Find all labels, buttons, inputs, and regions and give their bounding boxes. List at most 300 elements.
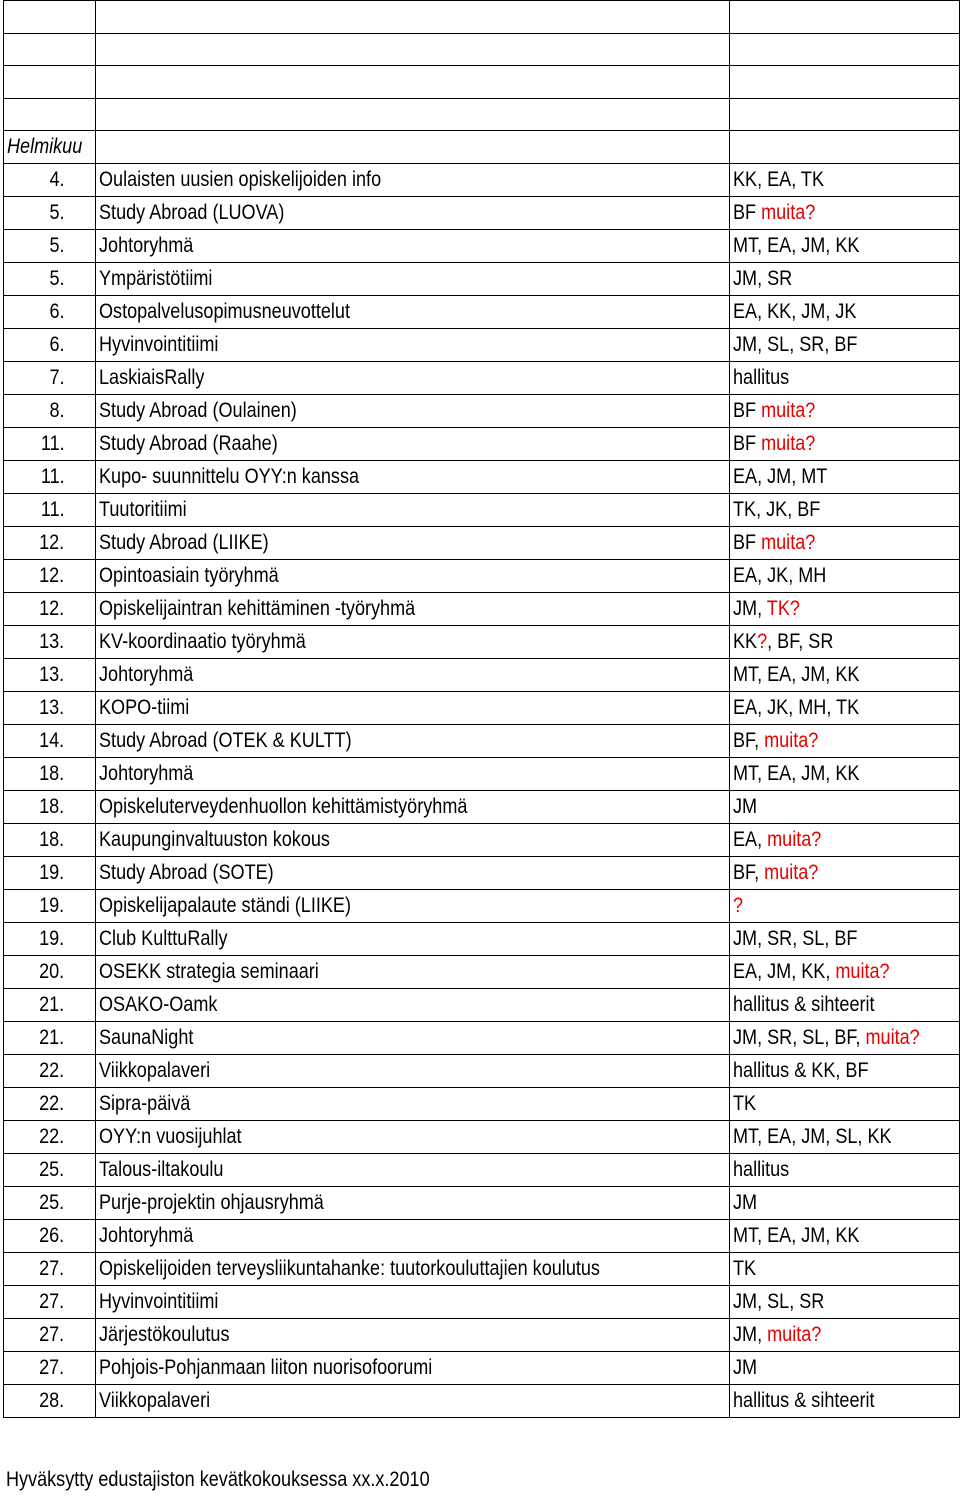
day: 27.	[39, 1257, 65, 1280]
participants-cell	[730, 791, 960, 824]
participants	[733, 1154, 789, 1186]
participants-cell	[730, 395, 960, 428]
participants	[733, 560, 826, 592]
participants-text: MT, EA, JM, KK	[733, 762, 860, 785]
participants-cell	[730, 461, 960, 494]
participants-text: JM	[733, 1356, 758, 1379]
event-name: Club KulttuRally	[98, 927, 228, 950]
participants	[733, 1055, 869, 1087]
day-cell	[4, 494, 96, 527]
table-row	[4, 296, 960, 329]
day: 19.	[39, 927, 65, 950]
table-row	[4, 1187, 960, 1220]
participants	[733, 494, 820, 526]
event-cell	[95, 230, 730, 263]
participants-cell	[730, 1253, 960, 1286]
event-cell	[95, 362, 730, 395]
participants	[733, 725, 818, 757]
day: 13.	[39, 696, 65, 719]
event-cell	[95, 527, 730, 560]
day-cell	[4, 593, 96, 626]
table-row	[4, 1253, 960, 1286]
participants-cell	[730, 890, 960, 923]
table-row	[4, 626, 960, 659]
participants-cell	[730, 329, 960, 362]
event-name: Kaupunginvaltuuston kokous	[98, 828, 330, 851]
participants-cell	[730, 989, 960, 1022]
participants-cell	[730, 725, 960, 758]
event-name: Oulaisten uusien opiskelijoiden info	[98, 168, 381, 191]
participants	[733, 758, 859, 790]
event-cell	[95, 329, 730, 362]
event-name: Tuutoritiimi	[98, 498, 187, 521]
day: 11.	[40, 465, 65, 488]
day-cell	[4, 758, 96, 791]
event-cell	[95, 395, 730, 428]
event-name: Opiskeluterveydenhuollon kehittämistyöryhmä	[98, 795, 467, 818]
participants-text: hallitus & sihteerit	[733, 993, 875, 1016]
month-row	[4, 131, 960, 164]
event-name: Study Abroad (LUOVA)	[98, 201, 284, 224]
day: 27.	[39, 1323, 65, 1346]
cell	[95, 1, 730, 34]
table-row	[4, 1022, 960, 1055]
day: 25.	[39, 1158, 65, 1181]
participants-text: hallitus & KK, BF	[733, 1059, 869, 1082]
day-cell	[4, 725, 96, 758]
participants-uncertain: muita?	[761, 399, 816, 422]
participants-uncertain: TK?	[766, 597, 800, 620]
empty-row	[4, 1, 960, 34]
table-row	[4, 824, 960, 857]
table-row	[4, 1154, 960, 1187]
participants-text: TK	[733, 1092, 757, 1115]
event-cell	[95, 692, 730, 725]
day-cell	[4, 461, 96, 494]
day-cell	[4, 164, 96, 197]
participants-cell	[730, 692, 960, 725]
table-row	[4, 1319, 960, 1352]
cell	[4, 33, 96, 66]
participants	[733, 1022, 920, 1054]
participants-text: BF,	[733, 861, 765, 884]
participants-cell	[730, 824, 960, 857]
cell	[95, 33, 730, 66]
participants-text: EA,	[733, 828, 768, 851]
table-row	[4, 1088, 960, 1121]
participants-text: hallitus	[733, 366, 790, 389]
event-name: Viikkopalaveri	[98, 1059, 210, 1082]
table-row	[4, 1121, 960, 1154]
cell	[730, 33, 960, 66]
participants	[733, 1385, 875, 1417]
day: 13.	[39, 663, 65, 686]
event-cell	[95, 164, 730, 197]
table-row	[4, 857, 960, 890]
participants-text: TK, JK, BF	[733, 498, 821, 521]
event-name: Study Abroad (SOTE)	[98, 861, 274, 884]
participants	[733, 956, 890, 988]
event-name: Johtoryhmä	[98, 663, 193, 686]
participants	[733, 824, 821, 856]
participants-cell	[730, 197, 960, 230]
event-cell	[95, 758, 730, 791]
participants-uncertain: ?	[733, 894, 744, 917]
day-cell	[4, 1022, 96, 1055]
event-name: Johtoryhmä	[98, 234, 193, 257]
participants-cell	[730, 494, 960, 527]
table-row	[4, 197, 960, 230]
participants-cell	[730, 362, 960, 395]
day: 11.	[40, 432, 65, 455]
event-cell	[95, 1088, 730, 1121]
table-row	[4, 560, 960, 593]
day-cell	[4, 1385, 96, 1418]
event-cell	[95, 1220, 730, 1253]
day-cell	[4, 824, 96, 857]
participants-cell	[730, 230, 960, 263]
participants-text: TK	[733, 1257, 757, 1280]
day-cell	[4, 989, 96, 1022]
participants	[733, 1121, 892, 1153]
table-row	[4, 791, 960, 824]
event-cell	[95, 956, 730, 989]
day: 5.	[49, 267, 65, 290]
participants-cell	[730, 1055, 960, 1088]
day: 14.	[39, 729, 65, 752]
participants-cell	[730, 1121, 960, 1154]
event-name: Hyvinvointitiimi	[98, 333, 218, 356]
participants	[733, 791, 757, 823]
event-name: Ostopalvelusopimusneuvottelut	[98, 300, 350, 323]
participants-uncertain: muita?	[835, 960, 890, 983]
table-row	[4, 725, 960, 758]
participants-uncertain: muita?	[767, 1323, 822, 1346]
day-cell	[4, 626, 96, 659]
participants-text: BF	[733, 432, 762, 455]
participants-cell	[730, 263, 960, 296]
day: 27.	[39, 1356, 65, 1379]
participants	[733, 1253, 756, 1285]
participants	[733, 1286, 824, 1318]
table-row	[4, 164, 960, 197]
cell	[730, 98, 960, 131]
cell	[95, 66, 730, 99]
event-name: Viikkopalaveri	[98, 1389, 210, 1412]
day: 12.	[39, 597, 65, 620]
day: 22.	[39, 1125, 65, 1148]
event-cell	[95, 1319, 730, 1352]
day-cell	[4, 1319, 96, 1352]
day-cell	[4, 527, 96, 560]
participants-cell	[730, 1088, 960, 1121]
participants-text: BF,	[733, 729, 765, 752]
participants	[733, 923, 857, 955]
event-name: Järjestökoulutus	[98, 1323, 230, 1346]
day: 28.	[39, 1389, 65, 1412]
table-row	[4, 593, 960, 626]
day-cell	[4, 296, 96, 329]
day-cell	[4, 230, 96, 263]
participants	[733, 626, 833, 658]
participants	[733, 296, 856, 328]
participants	[733, 428, 815, 460]
participants-uncertain: muita?	[761, 531, 816, 554]
footer-note: Hyväksytty edustajiston kevätkokouksessa xx.x.2010	[6, 1468, 430, 1491]
participants-text: BF	[733, 201, 762, 224]
table-row	[4, 1055, 960, 1088]
event-cell	[95, 791, 730, 824]
cell	[730, 131, 960, 164]
day: 21.	[39, 1026, 65, 1049]
participants-text: EA, JK, MH	[733, 564, 827, 587]
participants-text: JM	[733, 795, 758, 818]
table-row	[4, 758, 960, 791]
event-cell	[95, 593, 730, 626]
participants-cell	[730, 560, 960, 593]
participants-text: JM	[733, 1191, 758, 1214]
participants-text: BF	[733, 531, 762, 554]
participants-cell	[730, 428, 960, 461]
day-cell	[4, 362, 96, 395]
event-cell	[95, 725, 730, 758]
participants-text: EA, JM, KK,	[733, 960, 836, 983]
day-cell	[4, 890, 96, 923]
participants-cell	[730, 1286, 960, 1319]
table-row	[4, 230, 960, 263]
event-cell	[95, 659, 730, 692]
event-cell	[95, 1286, 730, 1319]
day-cell	[4, 560, 96, 593]
empty-row	[4, 98, 960, 131]
participants-text: BF	[733, 399, 762, 422]
event-name: OYY:n vuosijuhlat	[98, 1125, 242, 1148]
event-name: KV-koordinaatio työryhmä	[98, 630, 306, 653]
table-row	[4, 923, 960, 956]
empty-row	[4, 66, 960, 99]
month-label-cell	[4, 131, 96, 164]
participants	[733, 527, 815, 559]
day-cell	[4, 1154, 96, 1187]
cell	[730, 1, 960, 34]
participants	[733, 164, 824, 196]
day-cell	[4, 1352, 96, 1385]
participants	[733, 461, 827, 493]
event-name: Study Abroad (Raahe)	[98, 432, 278, 455]
participants-text: MT, EA, JM, SL, KK	[733, 1125, 892, 1148]
event-name: Opiskelijoiden terveysliikuntahanke: tuutorkouluttajien koulutus	[98, 1257, 600, 1280]
event-name: OSAKO-Oamk	[98, 993, 217, 1016]
day: 20.	[39, 960, 65, 983]
participants	[733, 1319, 821, 1351]
participants-cell	[730, 296, 960, 329]
table-row	[4, 1220, 960, 1253]
participants-text: hallitus	[733, 1158, 790, 1181]
participants-cell	[730, 659, 960, 692]
event-name: Opiskelijaintran kehittäminen -työryhmä	[98, 597, 415, 620]
day-cell	[4, 1286, 96, 1319]
event-name: Study Abroad (LIIKE)	[98, 531, 269, 554]
participants-uncertain: muita?	[764, 729, 819, 752]
day-cell	[4, 263, 96, 296]
event-name: Talous-iltakoulu	[98, 1158, 224, 1181]
event-cell	[95, 1352, 730, 1385]
event-cell	[95, 428, 730, 461]
participants	[733, 1088, 756, 1120]
day: 6.	[49, 333, 65, 356]
day-cell	[4, 428, 96, 461]
participants-cell	[730, 527, 960, 560]
event-name: LaskiaisRally	[98, 366, 204, 389]
table-row	[4, 494, 960, 527]
event-cell	[95, 824, 730, 857]
participants	[733, 857, 818, 889]
participants-cell	[730, 956, 960, 989]
event-cell	[95, 890, 730, 923]
event-cell	[95, 1055, 730, 1088]
participants	[733, 197, 815, 229]
day: 19.	[39, 861, 65, 884]
participants-cell	[730, 1187, 960, 1220]
event-cell	[95, 197, 730, 230]
day-cell	[4, 659, 96, 692]
participants-cell	[730, 1352, 960, 1385]
participants	[733, 263, 792, 295]
participants-cell	[730, 1385, 960, 1418]
event-name: Pohjois-Pohjanmaan liiton nuorisofoorumi	[98, 1356, 432, 1379]
cell	[95, 98, 730, 131]
cell	[4, 66, 96, 99]
day: 26.	[39, 1224, 65, 1247]
event-cell	[95, 296, 730, 329]
table-row	[4, 1385, 960, 1418]
event-cell	[95, 494, 730, 527]
participants-uncertain: ?	[757, 630, 768, 653]
participants	[733, 659, 859, 691]
event-name: SaunaNight	[98, 1026, 193, 1049]
cell	[4, 98, 96, 131]
empty-row	[4, 33, 960, 66]
event-name: Study Abroad (OTEK & KULTT)	[98, 729, 352, 752]
event-cell	[95, 923, 730, 956]
day-cell	[4, 1220, 96, 1253]
event-name: Johtoryhmä	[98, 1224, 193, 1247]
event-cell	[95, 461, 730, 494]
table-row	[4, 1352, 960, 1385]
participants	[733, 230, 859, 262]
day: 22.	[39, 1092, 65, 1115]
participants-cell	[730, 758, 960, 791]
participants-text: JM, SR	[733, 267, 793, 290]
month-label: Helmikuu	[7, 135, 83, 158]
day: 7.	[49, 366, 65, 389]
table-row	[4, 362, 960, 395]
table-row	[4, 989, 960, 1022]
participants-text: MT, EA, JM, KK	[733, 663, 860, 686]
participants-text: JM, SR, SL, BF	[733, 927, 858, 950]
table-row	[4, 461, 960, 494]
cell	[95, 131, 730, 164]
participants-cell	[730, 1220, 960, 1253]
participants	[733, 1187, 757, 1219]
event-cell	[95, 626, 730, 659]
participants	[733, 362, 789, 394]
event-name: KOPO-tiimi	[98, 696, 189, 719]
day: 18.	[39, 828, 65, 851]
schedule-table	[3, 0, 960, 1418]
table-row	[4, 428, 960, 461]
event-cell	[95, 857, 730, 890]
participants-cell	[730, 164, 960, 197]
participants-uncertain: muita?	[865, 1026, 920, 1049]
day-cell	[4, 1187, 96, 1220]
participants-text: JM, SL, SR, BF	[733, 333, 858, 356]
participants-cell	[730, 923, 960, 956]
day: 18.	[39, 762, 65, 785]
participants-cell	[730, 1022, 960, 1055]
participants-uncertain: muita?	[764, 861, 819, 884]
participants-text: MT, EA, JM, KK	[733, 1224, 860, 1247]
day: 6.	[49, 300, 65, 323]
participants-text: MT, EA, JM, KK	[733, 234, 860, 257]
day: 8.	[49, 399, 65, 422]
participants-text: EA, JM, MT	[733, 465, 828, 488]
participants-text: KK	[733, 630, 758, 653]
day-cell	[4, 692, 96, 725]
day-cell	[4, 329, 96, 362]
event-cell	[95, 1187, 730, 1220]
participants-uncertain: muita?	[767, 828, 822, 851]
event-cell	[95, 263, 730, 296]
day-cell	[4, 1253, 96, 1286]
participants-text: JM, SL, SR	[733, 1290, 825, 1313]
day-cell	[4, 923, 96, 956]
participants-text: hallitus & sihteerit	[733, 1389, 875, 1412]
cell	[730, 66, 960, 99]
event-cell	[95, 560, 730, 593]
participants-text: JM,	[733, 1323, 768, 1346]
day: 19.	[39, 894, 65, 917]
day-cell	[4, 791, 96, 824]
participants-text: EA, JK, MH, TK	[733, 696, 860, 719]
participants-text: JM,	[733, 597, 767, 620]
table-row	[4, 1286, 960, 1319]
day-cell	[4, 197, 96, 230]
day: 22.	[39, 1059, 65, 1082]
event-name: Study Abroad (Oulainen)	[98, 399, 297, 422]
event-cell	[95, 1253, 730, 1286]
participants-uncertain: muita?	[761, 432, 816, 455]
day: 13.	[39, 630, 65, 653]
participants	[733, 989, 875, 1021]
participants-cell	[730, 1154, 960, 1187]
participants	[733, 593, 800, 625]
event-name: Opiskelijapalaute ständi (LIIKE)	[98, 894, 351, 917]
table-row	[4, 329, 960, 362]
participants	[733, 692, 859, 724]
table-row	[4, 263, 960, 296]
participants-cell	[730, 1319, 960, 1352]
participants-text: EA, KK, JM, JK	[733, 300, 857, 323]
participants-cell	[730, 626, 960, 659]
day-cell	[4, 956, 96, 989]
participants	[733, 1352, 757, 1384]
participants-cell	[730, 593, 960, 626]
event-name: Ympäristötiimi	[98, 267, 212, 290]
event-name: Opintoasiain työryhmä	[98, 564, 279, 587]
participants	[733, 1220, 859, 1252]
table-row	[4, 527, 960, 560]
